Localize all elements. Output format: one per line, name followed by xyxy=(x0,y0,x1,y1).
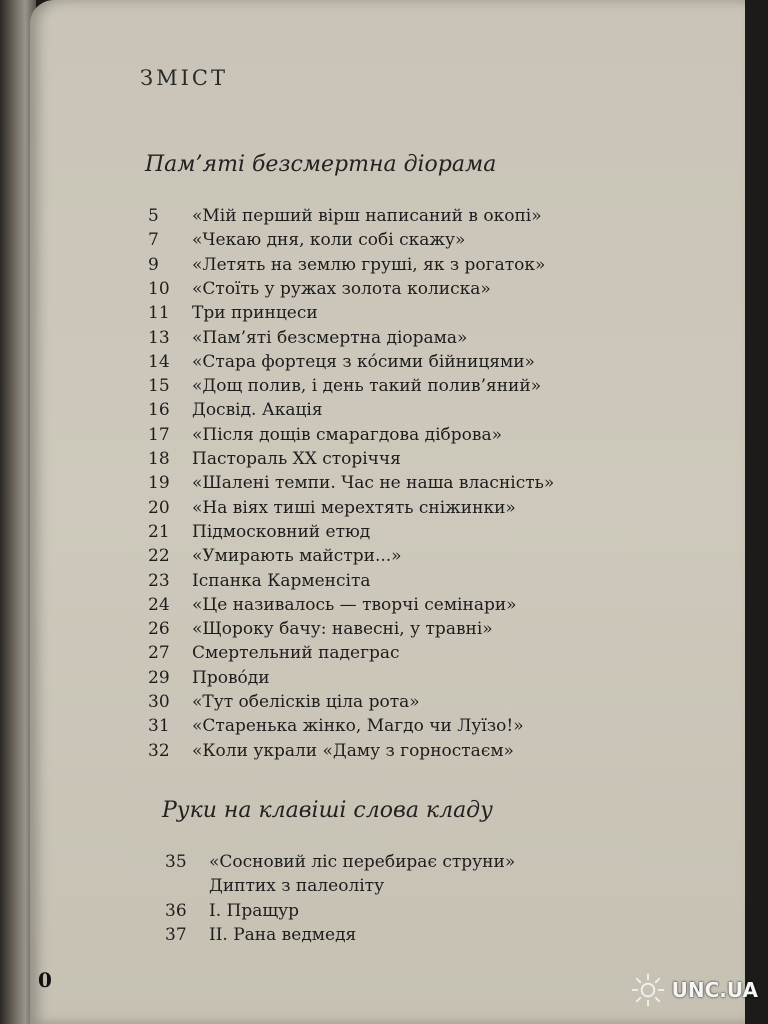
sunburst-icon xyxy=(630,972,666,1008)
toc-entry-title: «Мій перший вірш написаний в окопі» xyxy=(192,206,542,226)
toc-entry-title: «Стара фортеця з ко́сими бійницями» xyxy=(192,351,535,372)
toc-entry-title: Три принцеси xyxy=(192,303,318,324)
toc-entry-title: Диптих з палеоліту xyxy=(209,876,385,897)
toc-entry-title: І. Пращур xyxy=(209,900,300,921)
toc-entry-title: «Після дощів смарагдова діброва» xyxy=(192,424,503,445)
toc-entry-title: «Чекаю дня, коли собі скажу» xyxy=(192,230,466,251)
toc-entry-title: «Летять на землю груші, як з рогаток» xyxy=(192,254,546,275)
toc-page-number: 24 xyxy=(148,594,170,615)
contents-heading: ЗМІСТ xyxy=(140,66,228,90)
toc-page-number: 20 xyxy=(148,497,170,518)
toc-entry-title: «Тут обелісків ціла рота» xyxy=(192,692,420,712)
book-page xyxy=(30,0,745,1024)
toc-page-number: 31 xyxy=(148,716,170,737)
toc-entry-title: «Шалені темпи. Час не наша власність» xyxy=(192,473,555,494)
toc-page-number: 13 xyxy=(148,327,170,348)
toc-page-number: 27 xyxy=(148,643,170,664)
toc-page-number: 14 xyxy=(148,351,170,372)
toc-entry-title: ІІ. Рана ведмедя xyxy=(209,924,357,945)
toc-page-number: 9 xyxy=(148,254,159,275)
toc-page-number: 36 xyxy=(165,900,187,921)
toc-page-number: 21 xyxy=(148,521,170,542)
toc-page-number: 35 xyxy=(165,852,187,872)
toc-page-number: 17 xyxy=(148,424,170,445)
toc-entry-title: «Умирають майстри...» xyxy=(192,546,402,567)
toc-entry-title: Іспанка Карменсіта xyxy=(192,570,371,591)
toc-entry-title: «На віях тиші мерехтять сніжинки» xyxy=(192,497,516,518)
section-title-1: Пам’яті безсмертна діорама xyxy=(145,152,497,177)
toc-page-number: 22 xyxy=(148,546,170,567)
toc-entry-title: Смертельний падеграс xyxy=(192,643,400,664)
toc-page-number: 29 xyxy=(148,667,170,688)
toc-entry-title: «Стоїть у ружах золота колиска» xyxy=(192,278,491,299)
toc-page-number: 32 xyxy=(148,740,170,761)
toc-page-number: 5 xyxy=(148,206,159,226)
toc-page-number: 19 xyxy=(148,473,170,494)
toc-page-number: 10 xyxy=(148,278,170,299)
toc-entry-title: «Сосновий ліс перебирає струни» xyxy=(209,852,516,872)
toc-page-number: 15 xyxy=(148,376,170,397)
toc-entry-title: Прово́ди xyxy=(192,667,270,688)
toc-page-number: 23 xyxy=(148,570,170,591)
toc-entry-title: «Це називалось — творчі семінари» xyxy=(192,594,517,615)
toc-page-number: 11 xyxy=(148,303,170,324)
watermark xyxy=(630,972,758,1008)
watermark-text: UNC.UA xyxy=(671,978,758,1002)
toc-page-number: 30 xyxy=(148,692,170,712)
toc-page-number: 7 xyxy=(148,230,159,251)
toc-entry-title: «Коли украли «Даму з горностаєм» xyxy=(192,740,514,761)
toc-entry-title: Підмосковний етюд xyxy=(192,521,371,542)
toc-page-number: 16 xyxy=(148,400,170,421)
page-number-fragment: 0 xyxy=(38,968,52,992)
toc-entry-title: «Старенька жінко, Магдо чи Луїзо!» xyxy=(192,716,524,737)
toc-entry-title: «Дощ полив, і день такий полив’яний» xyxy=(192,376,542,397)
toc-page-number: 18 xyxy=(148,449,170,469)
toc-entry-title: «Щороку бачу: навесні, у травні» xyxy=(192,619,493,640)
section-title-2: Руки на клавіші слова кладу xyxy=(162,798,493,823)
toc-entry-title: Досвід. Акація xyxy=(192,400,323,421)
toc-page-number: 26 xyxy=(148,619,170,640)
toc-entry-title: Пастораль ХХ сторіччя xyxy=(192,449,401,469)
toc-page-number: 37 xyxy=(165,924,187,945)
toc-entry-title: «Пам’яті безсмертна діорама» xyxy=(192,327,468,348)
